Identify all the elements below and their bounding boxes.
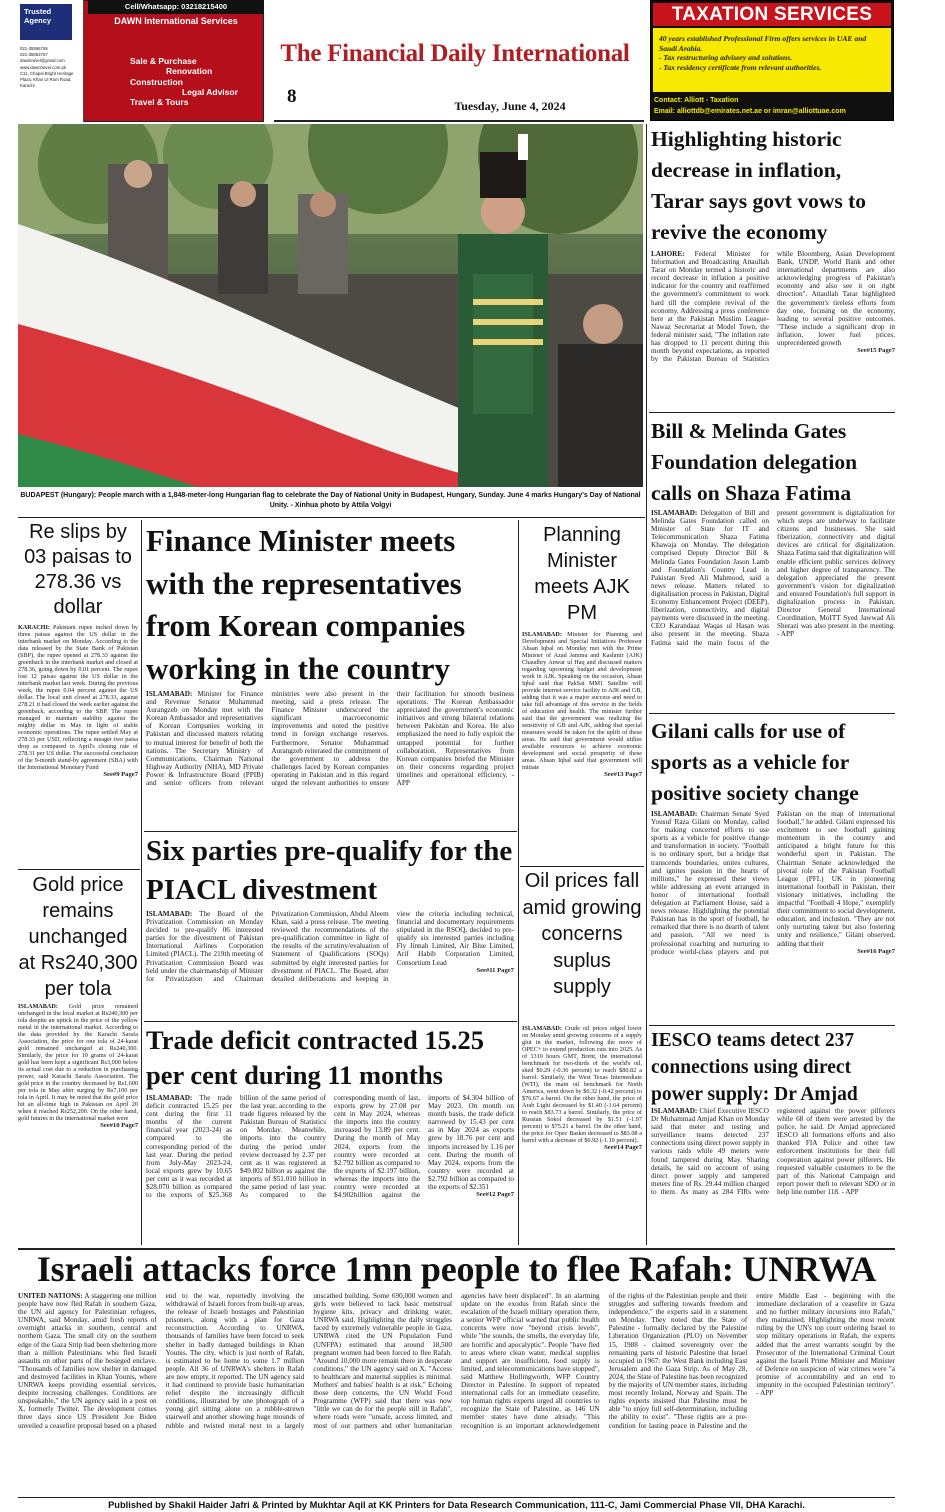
- column-rule: [141, 520, 142, 1245]
- article-body: Federal Minister for Information and Broadcasting Attaullah Tarar on Monday termed a historic and record decrease in inflation a positive indicator for the country and reaffirmed the government's commitment to work hard till the complete revival of the economy. Addressing a press conference here at the Pakistan Muslim League-Nawaz Secretariat at Model Town, the federal minister said, "The inflation rate has dropped to 11 percent during this month beyond expectations, as reported by the Pakistan Bureau of Statistics while Bloomberg, Asian Development Bank, UNDP, World Bank and other international departments are also acknowledging progress of Pakistan's economy and also see it on right direction". Attaullah Tarar highlighted the government's tireless efforts from day one, focusing on the economy, leading to several positive outcomes. "These include a significant drop in inflation, lower fuel prices, unprecedented growth: [651, 250, 895, 364]
- article-body: Minister for Finance and Revenue Senator Muhammad Aurangzeb on Monday met with the Korean Ambassador and representatives of Korean Companies working in Pakistan and discussed matters relating to mutual interest for benefit of both the nations. The Secretary Ministry of Communications, Chairman National Highway Authority (NHA), MD Private Power & Infrastructure Board (PPIB) and senior officers from relevant ministries were also present in the meeting, said a press release. The Finance Minister underscored the significant macroeconomic improvements and noted the positive trend in foreign exchange reserves. Furthermore, Senator Muhammad Aurangzeb reiterated the commitment of the government to address the challenges faced by Korean companies operating in Pakistan and in this regard urged the relevant authorities to ensure their facilitation for smooth business operations. The Korean Ambassador appreciated the government's economic initiatives and strong bilateral relations between Pakistan and Korea. He also emphasized the need to fully exploit the untapped potential for further collaboration. Representatives from Korean companies briefed the Minister on their concerns regarding project timelines and operational efficiency. - APP: [146, 690, 514, 788]
- tax-ad-body: [653, 28, 891, 92]
- continued-note: See#10 Page7: [100, 1122, 138, 1129]
- continued-note: See#16 Page7: [857, 947, 895, 955]
- tax-ad-line: 40 years established Professional Firm offers services in UAE and Saudi Arabia.: [659, 34, 867, 53]
- dateline: ISLAMABAD:: [651, 810, 698, 818]
- article-planning: [522, 631, 642, 863]
- tax-ad-line: - Tax restructuring advisory and solutions.: [659, 53, 793, 63]
- dateline: ISLAMABAD:: [146, 690, 193, 698]
- article-body: Minister for Planning and Development and Special Initiatives Professor Ahsan Iqbal on Monday met with the Prime Minister of Azad Jammu and Kashmir (AJK) Chaudhry Anwar ul Haq and discussed matters regarding upcoming budget and development work in AJK. Speaking on the occasion, Ahsan Iqbal said that PakSat MM1 Satellite will provide internet service facility to AJK and GB, adding that it was a major success and need to take full advantage of this service in the fields of education and health. The minister further said that the government was realizing the sensitivity of GB and AJK, adding that special measures would be taken for the uplift of these areas. He said that government would utilize available resources to achieve economic development and social prosperity of these areas. Ahsan Iqbal said that government will initiate: [522, 631, 642, 771]
- headline-rupee: Re slips by 03 paisas to 278.36 vs dollar: [24, 521, 132, 618]
- dawn-ad-line: dawntravel@gmail.com: [20, 58, 65, 64]
- article-trade: [146, 1094, 514, 1246]
- article-iesco: [651, 1107, 895, 1245]
- article-body: Chairman Senate Syed Yousuf Raza Gilani on Monday, called for making concerted efforts to use sports as a vehicle for positive change and transformation in society. "Football is no ordinary sport, but a bridge that transcends boundaries, unites cultures, and ignites passion in the hearts of millions," he expressed these views while addressing an event arranged in honor of international football delegation at Parliament House, said a news release. Highlighting the potential Pakistan has in the sport of football, he remarked that there is no dearth of talent and passion. "All we need is professional coaching and nurturing to produce world-class players and put Pakistan on the map of international football," he added. Gilani expressed his excitement to see football gaining momentum in the country and anticipated a bright future for this wonderful sport in Pakistan. The Chairman Senate acknowledged the pivotal role of the Pakistan Football League (PFL) UK in pioneering international football in Pakistan, their visionary initiatives, including the impactful "Football 4 Hope," exemplify their commitment to social development, education, and inclusion. "They are not only nurturing talent but also fostering unity and resilience," Gilani observed, adding that their: [651, 810, 895, 956]
- article-gilani: [651, 810, 895, 1020]
- caption-rule: [18, 517, 645, 518]
- dateline: UNITED NATIONS:: [18, 1292, 83, 1300]
- footer-rule: [18, 1497, 895, 1498]
- newspaper-title: The Financial Daily International: [280, 40, 630, 67]
- dawn-ad-line: 021-35866765: [20, 46, 48, 51]
- tax-ad-contact: [654, 95, 892, 116]
- section-rule: [649, 713, 895, 714]
- article-body: Pakistani rupee inched down by three paisas against the US dollar in the interbank market on Monday. According to the data released by the State Bank of Pakistan (SBP), the rupee opened at 278.33 against the greenback in the interbank market and closed at 278.36, going down by 0.01 percent. The rupee lost 12 paisas against the US dollar in the interbank market last week. During the previous week, the rupee 0.04 percent against the US dollar. The local unit closed at 278.33, against 278.21 it had closed the week earlier against the greenback, according to the SBP. The rupee managed to maintain stability against the mighty dollar in May in light of stable economic operations. The rupee settled May at 278.33 per USD, reflecting a meager two paisa drop as compared to April's closing rate of 278.31 per US dollar. The successful conclusion of the 9-month stand-by agreement (SBA) with the International Monetary Fund: [18, 624, 139, 771]
- section-rule: [649, 412, 895, 413]
- headline-gates: Bill & Melinda Gates Foundation delegation calls on Shaza Fatima: [651, 419, 858, 505]
- tax-ad-contact-email: Email: alliottdb@emirates.net.ae or imran@alliottuae.com: [654, 108, 846, 115]
- article-body: A staggering one million people have now fled Rafah in southern Gaza, the UN aid agency for Palestinian refugees, UNRWA, said Monday, amid fresh reports of overnight attacks in southern, central and northern Gaza. The small city on the southern edge of the Gaza Strip had been sheltering more than a million Palestinians who fled Israeli assaults on other parts of the besieged enclave. "Thousands of families now shelter in damaged and destroyed facilities in Khan Younis, where UNRWA keeps providing essential services, despite increasing challenges. Conditions are unspeakable," the UN agency said in a post on X, formerly Twitter. The development comes three days since US President Joe Biden unveiled a ceasefire proposal based on a phased end to the war, reportedly involving the withdrawal of Israeli forces from built-up areas, the release of Israeli hostages and Palestinian prisoners, along with a plan for Gaza reconstruction. According to UNRWA, thousands of families have been forced to seek shelter in badly damaged buildings in Khan Younis. The city, which is just north of Rafah, is estimated to be home to some 1.7 million people. All 36 of UNRWA's shelters in Rafah are now empty, it reported. The UN agency said it had continued to provide basic humanitarian relief despite the increasingly difficult conditions, illustrated by one photograph of a young girl sitting alone on a rubble-strewn stairwell and another showing huge mounds of rubble and twisted metal next to a largely unscathed building. Some 690,000 women and girls were believed to lack basic menstrual hygiene kits, privacy and drinking water, UNRWA said. Highlighting the daily struggles faced by extremely vulnerable people in Gaza, UNRWA cited the UN Population Fund (UNFPA) estimated that around 18,500 pregnant women had been forced to flee Rafah. "Around 10,000 more remain there in desperate conditions," the UN agency said on X. "Access to healthcare and maternal supplies is minimal. Mothers' and babies' health is at risk." Echoing those deep concerns, the UN World Food Programme (WFP) said that there was now "little we can do for the people still in Rafah", where roads were "unsafe, access limited, and most of our partners and other humanitarian agencies have been displaced". In an alarming update on the exodus from Rafah since the escalation of the Israeli military operation there, a senior WFP official warned that public health concerns were now "beyond crisis levels", while "the sounds, the smells, the everyday life, are horrific and apocalyptic". People "have fled to areas where clean water, medical supplies and support are insufficient, food supply is limited, and telecommunications have stopped", said Matthew Hollingworth, WFP Country Director in Palestine. In support of repeated international calls for an immediate ceasefire, top human rights experts urged all countries to recognize the State of Palestine, as 146 UN member states have done already. "This recognition is an important acknowledgement of the rights of the Palestinian people and their struggles and suffering towards freedom and independence," the experts said in a statement on Monday. They noted that the State of Palestine - formally declared by the Palestine Liberation Organization (PLO) on November 15, 1988 - claimed sovereignty over the remaining parts of historic Palestine that Israel occupied in 1967: the West Bank including East Jerusalem and the Gaza Strip. As of May 28, 2024, the State of Palestine has been recognized by the majority of UN member states, including most recently Ireland, Norway and Spain. The rights experts insisted that Palestine must be able "to enjoy full self-determination, including the ability to exist". "These rights are a pre-condition for lasting peace in Palestine and the entire Middle East - beginning with the immediate declaration of a ceasefire in Gaza and no further military incursions into Rafah," they maintained. Highlighting the most recent ruling by the UN's top court ordering Israel to stop military operations in Rafah, the experts added that the arrest warrants sought by the Prosecutor of the International Criminal Court against the Israeli Prime Minister and Minister of Defence on suspicion of war crimes were "a promise of accountability and an end to impunity in the occupied Palestinian territory". - APP: [18, 1292, 895, 1430]
- dawn-ad-logo: Trusted Agency: [20, 4, 72, 40]
- issue-date: Tuesday, June 4, 2024: [454, 99, 566, 113]
- headline-planning: Planning Minister meets AJK PM: [534, 524, 630, 624]
- article-inflation: [651, 250, 895, 396]
- tax-ad-line: - Tax residency certificate from relevant authorities.: [659, 62, 822, 72]
- lead-photo: [18, 124, 643, 487]
- dawn-ad-name: DAWN International Services: [114, 16, 238, 26]
- article-gold: [18, 1003, 138, 1243]
- masthead-rule: [274, 120, 644, 122]
- column-rule: [646, 124, 647, 1245]
- dawn-ad-line: www.dawntravel.com.pk: [20, 64, 67, 70]
- column-rule: [518, 520, 519, 1245]
- dateline: KARACHI:: [18, 624, 50, 631]
- headline-finance: Finance Minister meets with the representatives from Korean companies working in the country: [146, 523, 466, 686]
- dateline: ISLAMABAD:: [522, 1025, 562, 1032]
- article-rupee: [18, 624, 138, 846]
- dawn-ad-line: C11, Chapal Bright Heritage Plaza, Khan Ul Rum Road, Karachi: [20, 70, 74, 89]
- article-body: Delegation of Bill and Melinda Gates Foundation called on Minister of State for IT and Telecommunication Shaza Fatima Khawaja on Monday. The delegation comprised Deputy Director Bill & Melinda Gates Foundation Jason Lamb and Foundation's Country Lead in Pakistan Syed Ali Mahmood, said a news release. Matters related to digitalisation process in Pakistan, Digital Economy Enhancement Project (DEEP), fiberization, connectivity, and digital payments were discussed in the meeting. CEO Karandaaz Waqas ul Hasan was also present in the meeting. Shaza Fatima said the main focus of the present government is digitalization for which steps are underway to facilitate citizens and businesses. She said fiberization, connectivity and digital devices are critical for digitalization. Shaza Fatima said that digitalization will enable efficient public services delivery and higher degree of transparency. The delegation appreciated the present government's vision for digitalization and ensured Foundation's full support in digitalization process in Pakistan. Director General International Coordination, MoITT Syed Jawwad Ali Sherazi was also present in the meeting. - APP: [651, 509, 895, 647]
- headline-gold: Gold price remains unchanged at Rs240,300 per tola: [18, 874, 138, 1000]
- dawn-ad-service: Construction: [130, 76, 183, 87]
- headline-inflation: Highlighting historic decrease in inflation, Tarar says govt vows to revive the economy: [651, 127, 867, 244]
- continued-note: See#13 Page7: [604, 771, 642, 778]
- dawn-ad-service: Legal Advisor: [182, 86, 238, 97]
- continued-note: See#14 Page7: [604, 1144, 642, 1151]
- dawn-ad-service: Sale & Purchase: [130, 56, 197, 66]
- article-rafah: [18, 1292, 895, 1496]
- section-rule: [18, 869, 140, 870]
- dawn-ad-contact-lines: [20, 46, 82, 89]
- article-body: The Board of the Privatization Commission on Monday decided to pre-qualify 06 interested parties for the divestment of Pakistan International Airlines Corporation Limited (PIACL). The 219th meeting of Privatization Commission Board was held under the chairmanship of Minister for Privatization and Chairman Privatization Commission, Abdul Aleem Khan, said a press release. The meeting reviewed the recommendations of the pre-qualification committee in light of the results of the scrutiny/evaluation of Statement of Qualifications (SOQs) submitted by eight interested parties for divestment of PIACL. The Board, after detailed deliberations and keeping in view the criteria including technical, financial and documentary requirements stipulated in the RSOQ, decided to pre-qualify six interested parties including Fly Jinnah Limited, Air Blue Limited, Arif Habib Corporation Limited, Consortium Lead: [146, 910, 514, 983]
- continued-note: See#15 Page7: [857, 347, 895, 355]
- tax-ad-title: TAXATION SERVICES: [653, 3, 891, 26]
- headline-trade: Trade deficit contracted 15.25 per cent during 11 months: [146, 1025, 485, 1090]
- article-body: The trade deficit contracted 15.25 per cent during the first 11 months of the current financial year (2023-24) as compared to the corresponding period of the last year. During the period from July-May 2023-24, local exports grew by 10.65 per cent as it was recorded at $28.070 billion as compared to the exports of $25.368 billion of the same period of the last year, according to the trade figures released by the Pakistan Bureau of Statistics on Monday. Meanwhile, imports into the country during the period under review decreased by 2.37 per cent as it was registered at $49.802 billion as against the imports of $51.010 billion in the same period of last year. As compared to the corresponding month of last, exports grew by 27.08 per cent in May 2024, whereas the imports into the country increased by 13.89 per cent. During the month of May 2024, exports from the country were recorded at $2.792 billion as compared to the exports of $2.197 billion, whereas the imports into the country were recorded at $4.902billion against the imports of $4.304 billion of May 2023. On month on month basis, the trade deficit narrowed by 15.43 per cent as in May 2024 as exports grew by 18.76 per cent and imports increased by 1.16 per cent. During the month of May 2024, exports from the country were recorded at $2.792 billion as compared to the exports of $2.351: [146, 1094, 514, 1200]
- dawn-ad-phone: Cell/Whatsapp: 03218215400: [88, 0, 264, 14]
- article-finance: [146, 690, 514, 830]
- article-body: Gold price remained unchanged in the local market at Rs240,300 per tola despite an uptick in the price of the yellow metal in the international market. According to the data provided by the Karachi Sarafa Association, the price for one tola of 24-karat gold remained unchanged at Rs240,300. Similarly, the price for 10 grams of 24-karat gold has been kept a significant Rs3,000 below its actual cost due to a reduction in purchasing power, said Karachi Sarafa Association. The gold price in the country decreased by Rs1,600 per tola in May after surging by Rs7,100 per tola in April. It may be noted that the gold price hit an all-time high in Pakistan on April 20 when it reached Rs252,200. On the other hand, gold futures in the international market were: [18, 1003, 138, 1122]
- continued-note: See#12 Page7: [476, 1191, 514, 1199]
- dateline: ISLAMABAD:: [651, 1107, 698, 1115]
- dateline: ISLAMABAD:: [18, 1003, 58, 1010]
- dawn-ad-service: Renovation: [166, 66, 213, 77]
- dawn-ad-services: [130, 56, 260, 107]
- continued-note: See#9 Page7: [103, 771, 138, 778]
- page-number: 8: [287, 86, 297, 107]
- headline-piacl: Six parties pre-qualify for the PIACL divestment: [146, 835, 513, 906]
- headline-gilani: Gilani calls for use of sports as a vehicle for positive society change: [651, 719, 859, 805]
- headline-rafah: Israeli attacks force 1mn people to flee Rafah: UNRWA: [36, 1249, 877, 1289]
- section-rule: [649, 1025, 895, 1026]
- dateline: ISLAMABAD:: [146, 910, 193, 918]
- article-gates: [651, 509, 895, 709]
- dateline: LAHORE:: [651, 250, 685, 258]
- photo-caption: BUDAPEST (Hungary): People march with a 1,848-meter-long Hungarian flag to celebrate the Day of National Unity in Budapest, Hungary, Sunday. June 4 marks Hungary's Day of National Unity. - Xinhua photo by Attila Volgyi: [20, 492, 641, 509]
- tax-ad-contact-name: Contact: Alliott - Taxation: [654, 97, 739, 104]
- imprint-footer: Published by Shakil Haider Jafri & Printed by Mukhtar Aqil at KK Printers for Data Research Communication, 111-C, Jami Commercial Phase VII, DHA Karachi.: [108, 1500, 805, 1510]
- hungarian-flag-march-image: [18, 124, 643, 487]
- dateline: ISLAMABAD:: [522, 631, 562, 638]
- article-oil: [522, 1025, 642, 1245]
- continued-note: See#11 Page7: [476, 966, 514, 974]
- article-body: Chief Executive IESCO Dr Muhammad Amjad Khan on Monday said that meter and testing and surveillance teams detected 237 connections using direct power supply in various raids while 49 meters were found tampered during May. Sharing details, he said on account of using direct power supply and tampered meters fine of Rs. 29.44 million charged to them. As many as 284 FIRs were registered against the power pilferers while 68 of them were arrested by the police, he said. Dr Amjad appreciated IESCO all formations efforts and also thanked FIA Police and other law enforcement institutions for their full cooperation against power pilferers. He requested valuable customers to be the part of this National Campaign and report power theft to relevant SDO or in help line number 118. - APP: [651, 1107, 895, 1196]
- dawn-ad-line: 021-35863767: [20, 52, 48, 58]
- dawn-ad-service: Travel & Tours: [130, 97, 189, 108]
- section-rule: [144, 1021, 517, 1022]
- headline-iesco: IESCO teams detect 237 connections using direct power supply: Dr Amjad: [651, 1030, 858, 1105]
- article-body: Crude oil prices edged lower on Monday amid growing concerns of a supply glut in the market, following the move of OPEC+ to extend production cuts into 2025. As of 1310 hours GMT, Brent, the international benchmark for two-thirds of the world's oil, shed $0.29 (-0.36 percent) to reach $80.82 a barrel. Similarly, the West Texas Intermediate (WTI), the main oil benchmark for North America, went down by $0.32 (-0.42 percent) to $76.67 a barrel. On the other hand, the price of Arab Light decreased by $1.40 (-1.64 percent) to reach $83.73 a barrel. Similarly, the price of Russian Sokol decreased by $1.51 (-1.97 percent) to $75.21 a barrel. On the other hand, the price for Opec Basket decreased to $83.08 a barrel with a decrease of $0.92 (-1.10 percent).: [522, 1025, 642, 1144]
- article-piacl: [146, 910, 514, 1018]
- headline-oil: Oil prices fall amid growing concerns suplus supply: [522, 870, 642, 998]
- section-rule: [520, 866, 644, 867]
- dateline: ISLAMABAD:: [146, 1094, 193, 1102]
- dateline: ISLAMABAD:: [651, 509, 698, 517]
